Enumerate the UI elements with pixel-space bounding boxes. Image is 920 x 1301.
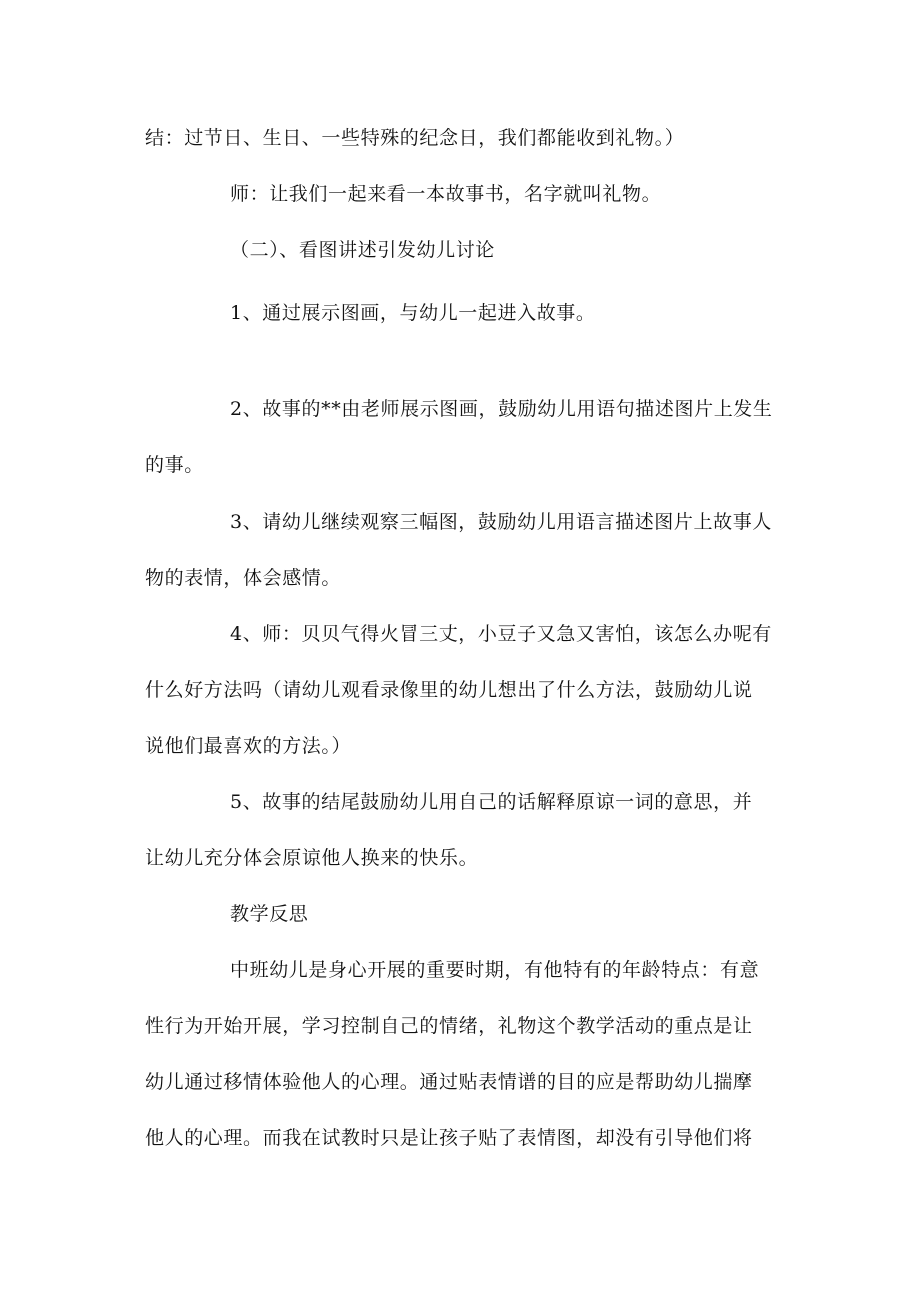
text-line: 让幼儿充分体会原谅他人换来的快乐。 bbox=[145, 847, 479, 869]
text-line: 说他们最喜欢的方法。） bbox=[145, 735, 352, 757]
text-line: 物的表情，体会感情。 bbox=[145, 567, 342, 589]
text-line: 他人的心理。而我在试教时只是让孩子贴了表情图，却没有引导他们将 bbox=[145, 1127, 753, 1149]
text-line: 幼儿通过移情体验他人的心理。通过贴表情谱的目的应是帮助幼儿揣摩 bbox=[145, 1071, 753, 1093]
text-line: 什么好方法吗（请幼儿观看录像里的幼儿想出了什么方法，鼓励幼儿说 bbox=[145, 679, 753, 701]
text-line: 性行为开始开展，学习控制自己的情绪，礼物这个教学活动的重点是让 bbox=[145, 1015, 753, 1037]
text-line: 5、故事的结尾鼓励幼儿用自己的话解释原谅一词的意思，并 bbox=[230, 791, 753, 813]
text-line: 师：让我们一起来看一本故事书，名字就叫礼物。 bbox=[230, 183, 662, 205]
text-line: 4、师：贝贝气得火冒三丈，小豆子又急又害怕，该怎么办呢有 bbox=[230, 623, 772, 645]
section-heading: 教学反思 bbox=[230, 903, 309, 925]
text-line: 结：过节日、生日、一些特殊的纪念日，我们都能收到礼物。） bbox=[145, 127, 685, 149]
text-line: 3、请幼儿继续观察三幅图，鼓励幼儿用语言描述图片上故事人 bbox=[230, 511, 772, 533]
text-line: 2、故事的**由老师展示图画，鼓励幼儿用语句描述图片上发生 bbox=[230, 398, 773, 420]
text-line: 中班幼儿是身心开展的重要时期，有他特有的年龄特点：有意 bbox=[230, 959, 760, 981]
text-line: 1、通过展示图画，与幼儿一起进入故事。 bbox=[230, 302, 596, 324]
section-heading: （二）、看图讲述引发幼儿讨论 bbox=[230, 239, 495, 261]
text-line: 的事。 bbox=[145, 454, 204, 476]
